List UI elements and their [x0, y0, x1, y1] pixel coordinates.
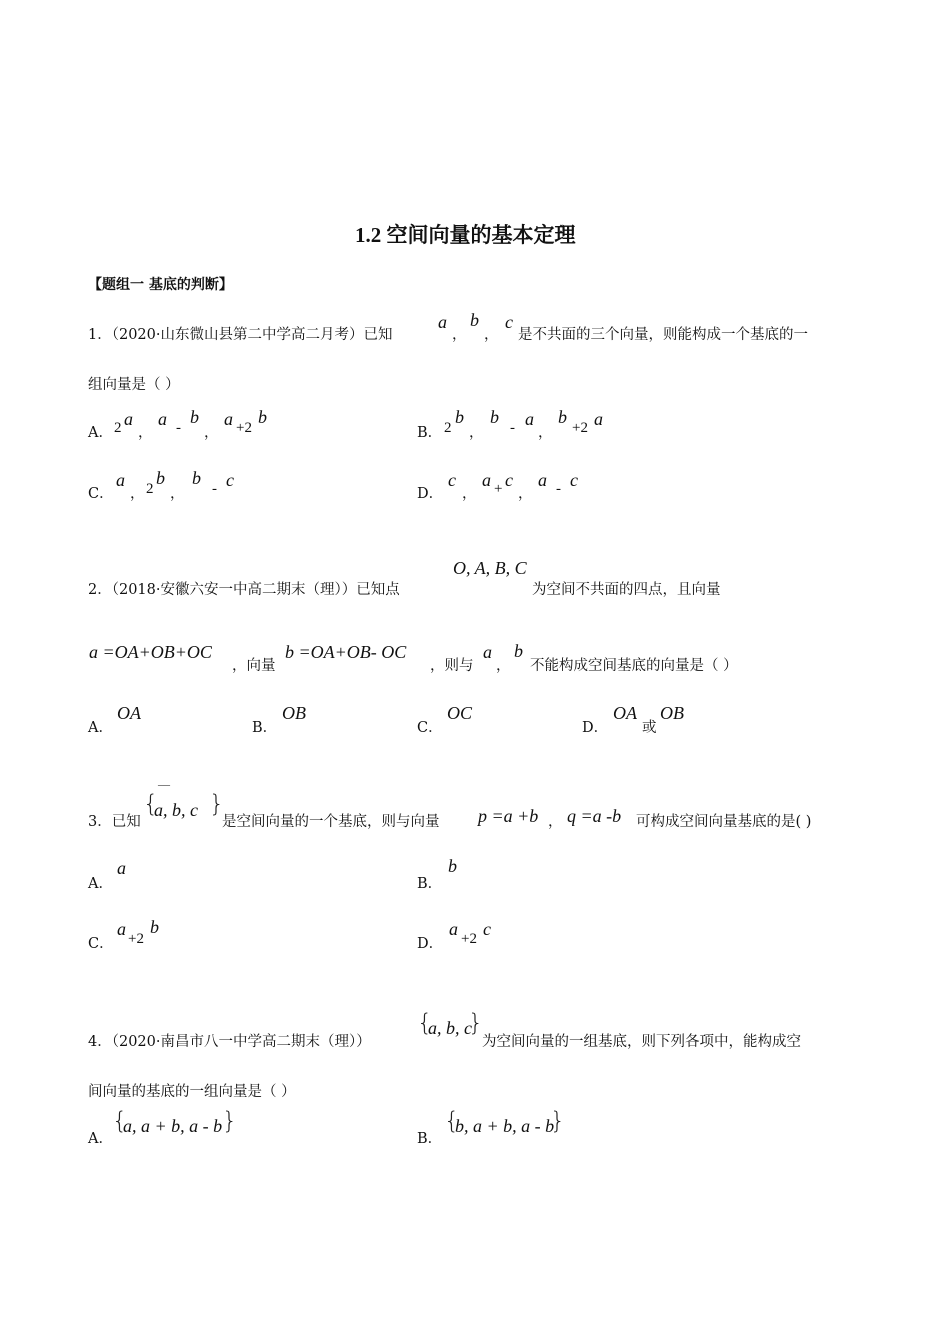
var-a: a [482, 470, 491, 490]
option-label: C． [417, 720, 443, 736]
option-label: B． [417, 876, 443, 892]
var-a: a [224, 409, 233, 429]
option-value: OC [447, 703, 473, 723]
q4-stem-start: 4．（2020·南昌市八一中学高二期末（理）） [88, 1034, 371, 1050]
option-label: D． [417, 936, 444, 952]
comma: ， [170, 486, 185, 502]
left-brace: { [112, 1107, 128, 1135]
minus: - [212, 481, 217, 497]
minus: - [176, 420, 181, 436]
var-b: b [190, 407, 199, 427]
right-brace: } [468, 1009, 484, 1037]
comma: ， [138, 425, 153, 441]
var-a: a [594, 409, 603, 429]
var-b: b [558, 407, 567, 427]
q2-eq-a: a =OA+OB+OC [89, 642, 212, 662]
plus-two: +2 [236, 420, 252, 436]
q4-stem-line2: 间向量的基底的一组向量是（ ） [88, 1084, 296, 1100]
q2-stem-start: 2．（2018·安徽六安一中高二期末（理））已知点 [88, 582, 400, 598]
coefficient: 2 [444, 420, 452, 436]
q2-var-a: a [483, 642, 492, 662]
q4-basis-set: a, b, c [428, 1018, 472, 1038]
q4-stem-end: 为空间向量的一组基底，则下列各项中，能构成空 [482, 1034, 801, 1050]
right-brace: } [550, 1107, 566, 1135]
option-label: C． [88, 486, 114, 502]
var-a: a [525, 409, 534, 429]
var-c: c [505, 470, 513, 490]
comma: ， [469, 425, 484, 441]
left-brace: { [444, 1107, 460, 1135]
option-label: C． [88, 936, 114, 952]
plus-two: +2 [572, 420, 588, 436]
option-expr-b: c [483, 919, 491, 939]
comma: ， [518, 486, 533, 502]
option-label: A． [88, 876, 113, 892]
option-expr-a: a [117, 919, 126, 939]
comma: ， [204, 425, 219, 441]
option-label: A． [88, 720, 113, 736]
option-value-2: OB [660, 703, 684, 723]
q2-sep: ， [496, 658, 511, 674]
var-c: c [226, 470, 234, 490]
q1-stem-start: 1．（2020·山东微山县第二中学高二月考）已知 [88, 327, 393, 343]
option-label: B． [252, 720, 278, 736]
option-label: B． [417, 425, 443, 441]
option-join: 或 [642, 720, 657, 736]
right-brace: } [222, 1107, 238, 1135]
q1-stem-end: 是不共面的三个向量，则能构成一个基底的一 [518, 327, 808, 343]
q1-stem-line2: 组向量是（ ） [88, 377, 180, 393]
option-expr-a: a [449, 919, 458, 939]
overline-mark: ¯¯ [158, 783, 170, 797]
coefficient: 2 [114, 420, 122, 436]
left-brace: { [143, 790, 159, 818]
q3-vector-p: p =a +b [478, 806, 539, 826]
option-label: D． [417, 486, 444, 502]
option-set: a, a + b, a - b [123, 1116, 223, 1136]
left-brace: { [417, 1009, 433, 1037]
q3-stem-end: 可构成空间向量基底的是( ) [636, 814, 812, 830]
option-expr-op: +2 [128, 931, 144, 947]
plus: + [494, 481, 503, 497]
right-brace: } [209, 790, 225, 818]
q2-stem-end: 为空间不共面的四点，且向量 [532, 582, 721, 598]
coefficient: 2 [146, 481, 154, 497]
option-label: B． [417, 1131, 443, 1147]
var-a: a [116, 470, 125, 490]
q3-stem-mid: 是空间向量的一个基底，则与向量 [222, 814, 440, 830]
var-b: b [490, 407, 499, 427]
q1-sep: ， [452, 327, 467, 343]
q3-sep: ， [548, 814, 563, 830]
q3-vector-q: q =a -b [567, 806, 622, 826]
var-b: b [156, 468, 165, 488]
q2-points: O, A, B, C [453, 558, 527, 578]
option-expr-b: b [150, 917, 159, 937]
q2-var-b: b [514, 641, 523, 661]
option-expr: b [448, 856, 457, 876]
option-label: A． [88, 1131, 113, 1147]
var-c: c [448, 470, 456, 490]
var-b: b [258, 407, 267, 427]
section-heading: 【题组一 基底的判断】 [88, 277, 233, 293]
q1-sep: ， [484, 327, 499, 343]
var-a: a [124, 409, 133, 429]
option-expr: a [117, 858, 126, 878]
option-value: OA [613, 703, 637, 723]
var-a: a [538, 470, 547, 490]
option-value: OA [117, 703, 141, 723]
q1-var-b: b [470, 310, 479, 330]
minus: - [510, 420, 515, 436]
option-value: OB [282, 703, 306, 723]
var-a: a [158, 409, 167, 429]
var-c: c [570, 470, 578, 490]
page-title: 1.2 空间向量的基本定理 [355, 223, 576, 247]
option-set: b, a + b, a - b [455, 1116, 555, 1136]
option-label: D． [582, 720, 609, 736]
option-expr-op: +2 [461, 931, 477, 947]
var-b: b [455, 407, 464, 427]
q3-stem-start: 3．已知 [88, 814, 141, 830]
q2-stem-line2-end: 不能构成空间基底的向量是（ ） [530, 658, 738, 674]
minus: - [556, 481, 561, 497]
comma: ， [130, 486, 145, 502]
var-b: b [192, 468, 201, 488]
q3-basis-set: a, b, c [154, 800, 198, 820]
q2-eq-b: b =OA+OB- OC [285, 642, 407, 662]
comma: ， [462, 486, 477, 502]
q2-mid2: ，则与 [430, 658, 474, 674]
q2-mid1: ，向量 [232, 658, 276, 674]
option-label: A． [88, 425, 113, 441]
comma: ， [538, 425, 553, 441]
q1-var-c: c [505, 312, 513, 332]
q1-var-a: a [438, 312, 447, 332]
